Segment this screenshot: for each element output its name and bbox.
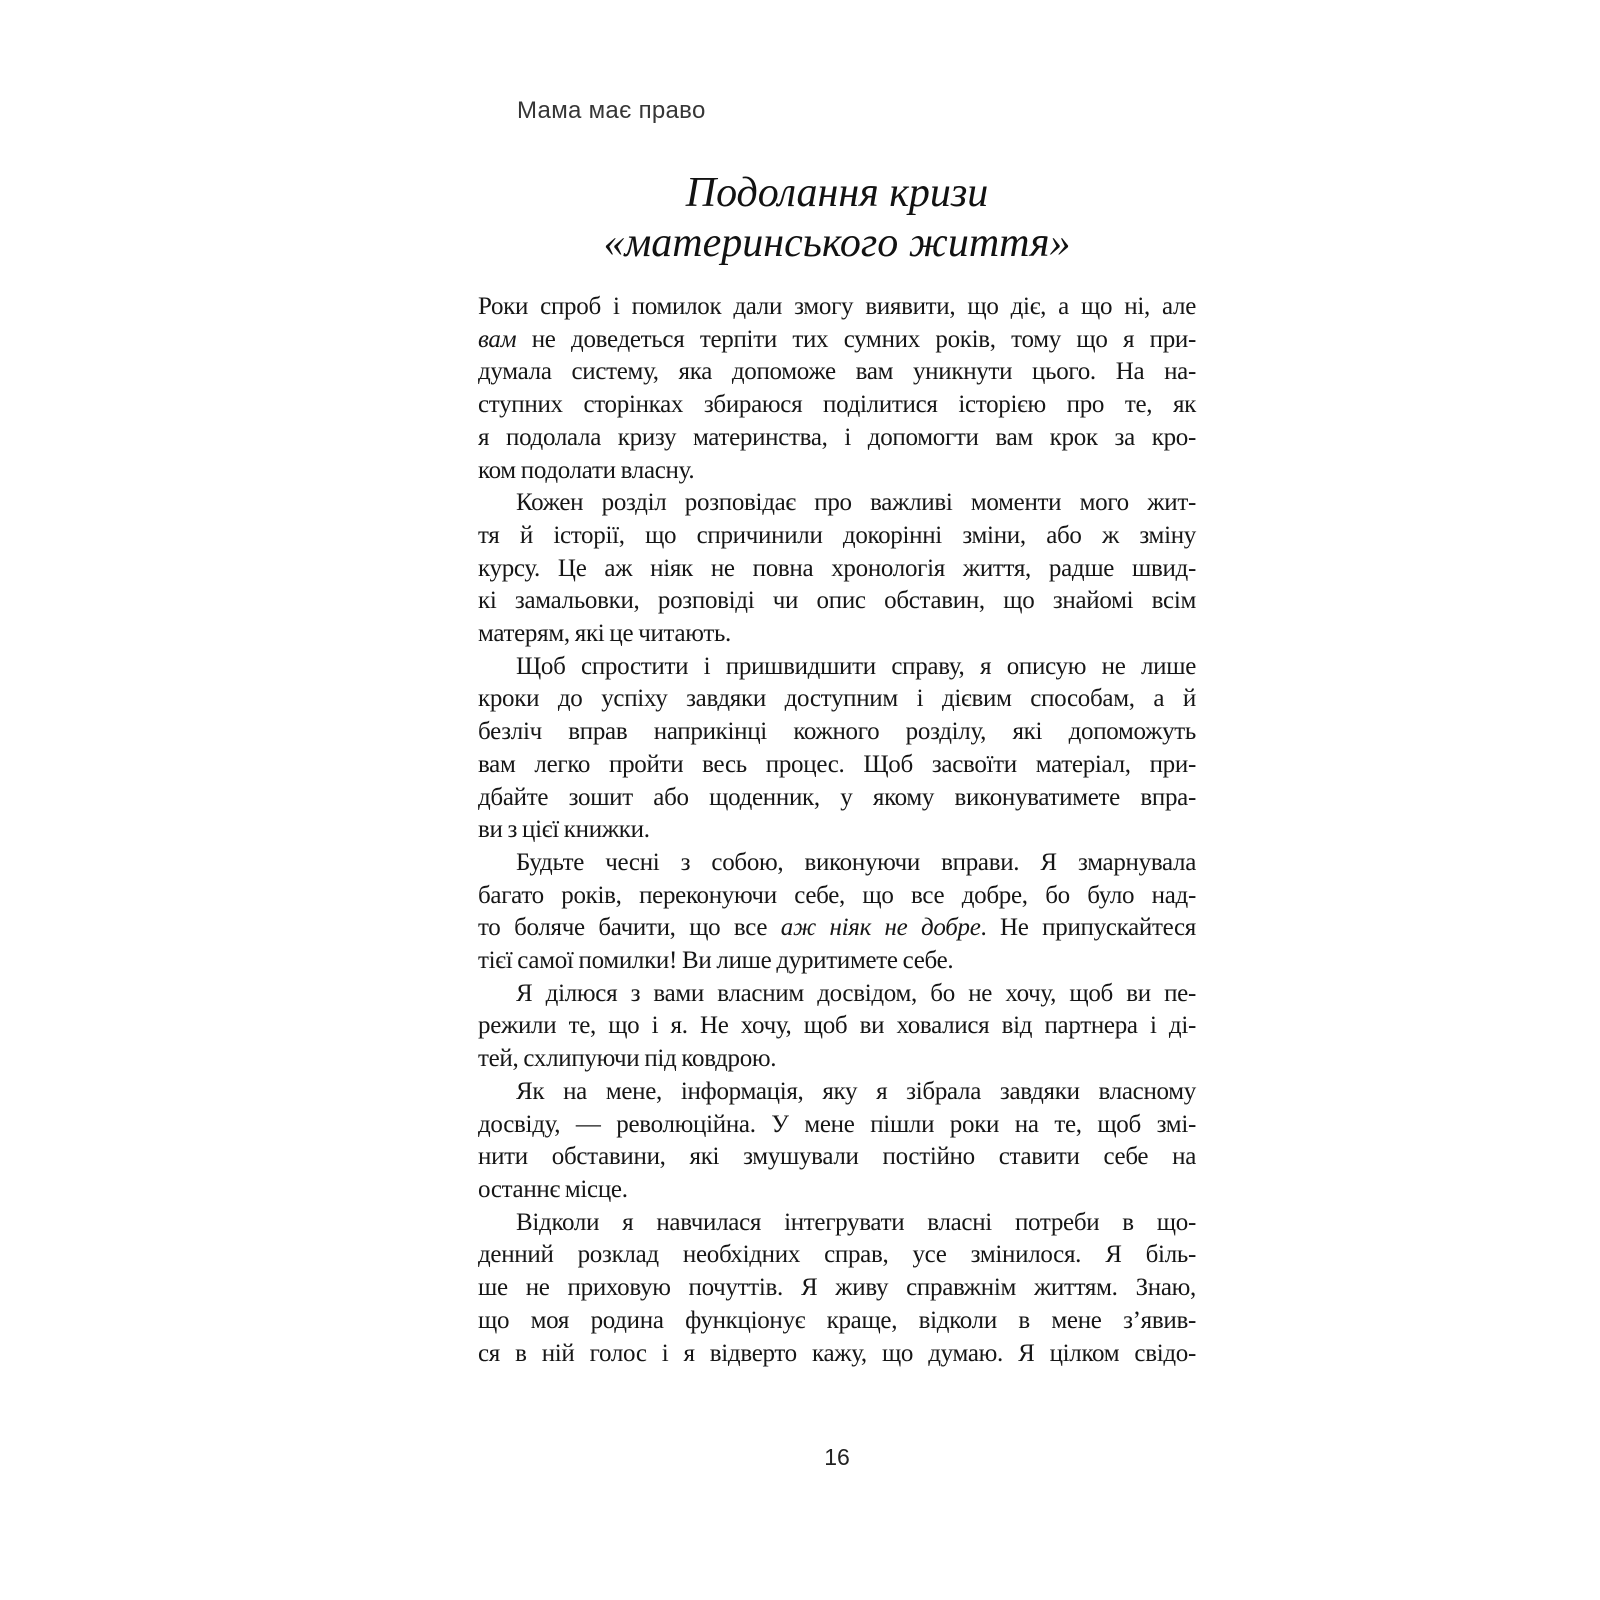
text-segment: режили те, що і я. Не хочу, щоб ви ховалися від партнера і ді-: [478, 1012, 1196, 1040]
text-segment: . Не припускайтеся: [980, 914, 1196, 942]
text-line: [478, 1109, 1196, 1142]
text-segment: Щоб спростити і пришвидшити справу, я описую не лише: [516, 652, 1196, 680]
paragraph: [478, 847, 1196, 978]
text-line: [478, 1239, 1196, 1272]
text-line: [478, 291, 1196, 324]
text-line: [478, 324, 1196, 357]
page-number: 16: [824, 1444, 850, 1470]
text-segment: денний розклад необхідних справ, усе змінилося. Я біль-: [478, 1241, 1196, 1269]
chapter-title-line-1: Подолання кризи: [685, 170, 989, 216]
text-line: [478, 1043, 1196, 1076]
text-segment: Як на мене, інформація, яку я зібрала завдяки власному: [516, 1077, 1196, 1105]
text-segment: останнє місце.: [478, 1175, 628, 1203]
text-line: [478, 1305, 1196, 1338]
text-line: [478, 683, 1196, 716]
text-line: [478, 716, 1196, 749]
text-line: [478, 1010, 1196, 1043]
text-segment: ше не приховую почуттів. Я живу справжнім життям. Знаю,: [478, 1274, 1196, 1302]
text-segment: матерям, які це читають.: [478, 620, 732, 648]
text-segment: вам легко пройти весь процес. Щоб засвоїти матеріал, при-: [478, 750, 1196, 778]
text-segment: ступних сторінках збираюся поділитися історією про те, як: [478, 391, 1196, 419]
text-segment: тей, схлипуючи під ковдрою.: [478, 1045, 777, 1073]
body-text: [478, 291, 1196, 1370]
text-segment: ся в ній голос і я відверто кажу, що думаю. Я цілком свідо-: [478, 1339, 1196, 1367]
text-line: [478, 455, 1196, 488]
text-line: [478, 814, 1196, 847]
paragraph: [478, 487, 1196, 651]
text-line: [478, 422, 1196, 455]
text-line: [478, 749, 1196, 782]
text-line: [478, 1272, 1196, 1305]
paragraph: [478, 651, 1196, 847]
text-segment: Будьте чесні з собою, виконуючи вправи. Я змарнувала: [516, 848, 1196, 876]
chapter-title-line-2: «материнського життя»: [603, 220, 1071, 266]
text-segment: безліч вправ наприкінці кожного розділу, які допоможуть: [478, 718, 1196, 746]
text-line: [478, 782, 1196, 815]
paragraph: [478, 1207, 1196, 1371]
text-segment: кі замальовки, розповіді чи опис обставин, що знайомі всім: [478, 587, 1196, 615]
text-segment: що моя родина функціонує краще, відколи в мене з’явив-: [478, 1306, 1196, 1334]
text-segment: Відколи я навчилася інтегрувати власні потреби в що-: [516, 1208, 1196, 1236]
text-segment: ви з цієї книжки.: [478, 816, 650, 844]
text-line: [478, 553, 1196, 586]
text-segment: тя й історії, що спричинили докорінні зміни, або ж зміну: [478, 521, 1196, 549]
paragraph: [478, 1076, 1196, 1207]
text-line: [478, 847, 1196, 880]
text-segment: багато років, переконуючи себе, що все добре, бо було над-: [478, 881, 1196, 909]
paragraph: [478, 291, 1196, 487]
text-line: [478, 356, 1196, 389]
italic-text-segment: вам: [478, 325, 517, 353]
text-segment: досвіду, — революційна. У мене пішли роки на те, щоб змі-: [478, 1110, 1196, 1138]
text-line: [478, 1141, 1196, 1174]
text-line: [478, 618, 1196, 651]
text-segment: Кожен розділ розповідає про важливі моменти мого жит-: [516, 489, 1196, 517]
text-segment: то боляче бачити, що все: [478, 914, 781, 942]
text-line: [478, 912, 1196, 945]
text-line: [478, 945, 1196, 978]
text-segment: ком подолати власну.: [478, 456, 695, 484]
chapter-title: [478, 168, 1196, 268]
paragraph: [478, 978, 1196, 1076]
text-segment: дбайте зошит або щоденник, у якому виконуватимете впра-: [478, 783, 1196, 811]
text-line: [478, 1076, 1196, 1109]
text-line: [478, 389, 1196, 422]
italic-text-segment: аж ніяк не добре: [780, 914, 981, 942]
text-segment: курсу. Це аж ніяк не повна хронологія життя, радше швид-: [478, 554, 1196, 582]
text-segment: кроки до успіху завдяки доступним і дієвим способам, а й: [478, 685, 1196, 713]
text-line: [478, 1174, 1196, 1207]
text-line: [478, 585, 1196, 618]
text-line: [478, 880, 1196, 913]
text-segment: я подолала кризу материнства, і допомогти вам крок за кро-: [478, 423, 1196, 451]
text-line: [478, 1207, 1196, 1240]
text-line: [478, 978, 1196, 1011]
text-segment: не доведеться терпіти тих сумних років, тому що я при-: [516, 325, 1196, 353]
text-line: [478, 487, 1196, 520]
text-line: [478, 1338, 1196, 1371]
text-line: [478, 651, 1196, 684]
text-segment: тієї самої помилки! Ви лише дуритимете себе.: [478, 947, 954, 975]
text-segment: Я ділюся з вами власним досвідом, бо не хочу, щоб ви пе-: [516, 979, 1196, 1007]
text-segment: думала систему, яка допоможе вам уникнути цього. На на-: [478, 358, 1196, 386]
text-segment: Роки спроб і помилок дали змогу виявити, що діє, а що ні, але: [478, 293, 1196, 320]
text-line: [478, 520, 1196, 553]
running-header: Мама має право: [517, 97, 706, 124]
text-segment: нити обставини, які змушували постійно ставити себе на: [478, 1143, 1196, 1171]
